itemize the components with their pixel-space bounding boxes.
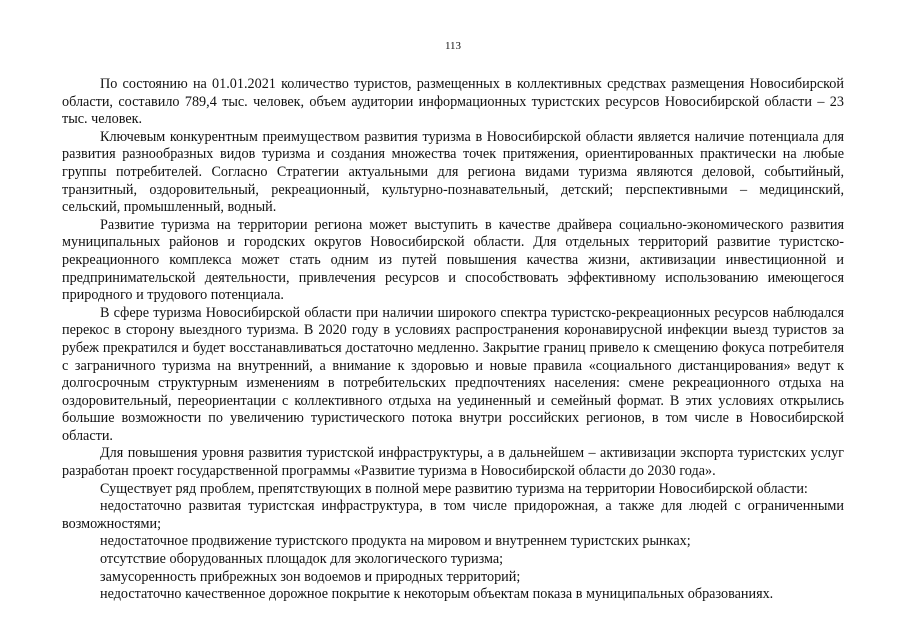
- page-number: 113: [444, 40, 462, 52]
- list-item: отсутствие оборудованных площадок для экологического туризма;: [100, 551, 504, 568]
- list-item: замусоренность прибрежных зон водоемов и природных территорий;: [100, 568, 521, 585]
- paragraph-problems-intro: Существует ряд проблем, препятствующих в полной мере развитию туризма на территории Новосибирской области:: [100, 480, 808, 497]
- paragraph-tourist-statistics: По состоянию на 01.01.2021 количество туристов, размещенных в коллективных средствах размещения Новосибирской области, составило 789,4 тыс. человек, объем аудитории информационных туристских ресурсов Новосибирской области – 23 тыс. человек.: [62, 76, 844, 128]
- document-page: [62, 0, 844, 640]
- paragraph-competitive-advantage: Ключевым конкурентным преимуществом развития туризма в Новосибирской области является наличие потенциала для развития разнообразных видов туризма и создания множества точек притяжения, ориентированных практически на любые группы потребителей. Согласно Стратегии актуальными для региона видами туризма являются деловой, событийный, транзитный, оздоровительный, рекреационный, культурно-познавательный, детский; перспективными – медицинский, сельский, промышленный, водный.: [62, 128, 844, 216]
- list-item: недостаточно развитая туристская инфраструктура, в том числе придорожная, а также для людей с ограниченными возможностями;: [62, 498, 844, 532]
- paragraph-regional-development: Развитие туризма на территории региона может выступить в качестве драйвера социально-экономического развития муниципальных районов и городских округов Новосибирской области. Для отдельных территорий развитие туристско-рекреационного комплекса может стать одним из путей повышения качества жизни, активизации инвестиционной и предпринимательской деятельности, привлечения ресурсов и способствовать эффективному использованию имеющегося природного и трудового потенциала.: [62, 216, 844, 304]
- paragraph-state-program: Для повышения уровня развития туристской инфраструктуры, а в дальнейшем – активизации экспорта туристских услуг разработан проект государственной программы «Развитие туризма в Новосибирской области до 2030 года».: [62, 445, 844, 480]
- paragraph-outbound-tourism: В сфере туризма Новосибирской области при наличии широкого спектра туристско-рекреационных ресурсов наблюдался перекос в сторону выездного туризма. В 2020 году в условиях распространения коронавирусной инфекции выезд туристов за рубеж прекратился и будет восстанавливаться достаточно медленно. Закрытие границ привело к смещению фокуса потребителя с заграничного туризма на внутренний, а внимание к здоровью и новые правила «социального дистанцирования» ведут к долгосрочным структурным изменениям в потребительских предпочтениях населения: смене рекреационного отдыха на оздоровительный, переориентации с коллективного отдыха на уединенный и семейный формат. В этих условиях открылись большие возможности по увеличению туристического потока внутри российских регионов, в том числе в Новосибирской области.: [62, 304, 844, 444]
- list-item: недостаточное продвижение туристского продукта на мировом и внутреннем туристских рынках;: [100, 533, 691, 550]
- body-text: [62, 76, 844, 604]
- list-item: недостаточно качественное дорожное покрытие к некоторым объектам показа в муниципальных образованиях.: [100, 586, 774, 603]
